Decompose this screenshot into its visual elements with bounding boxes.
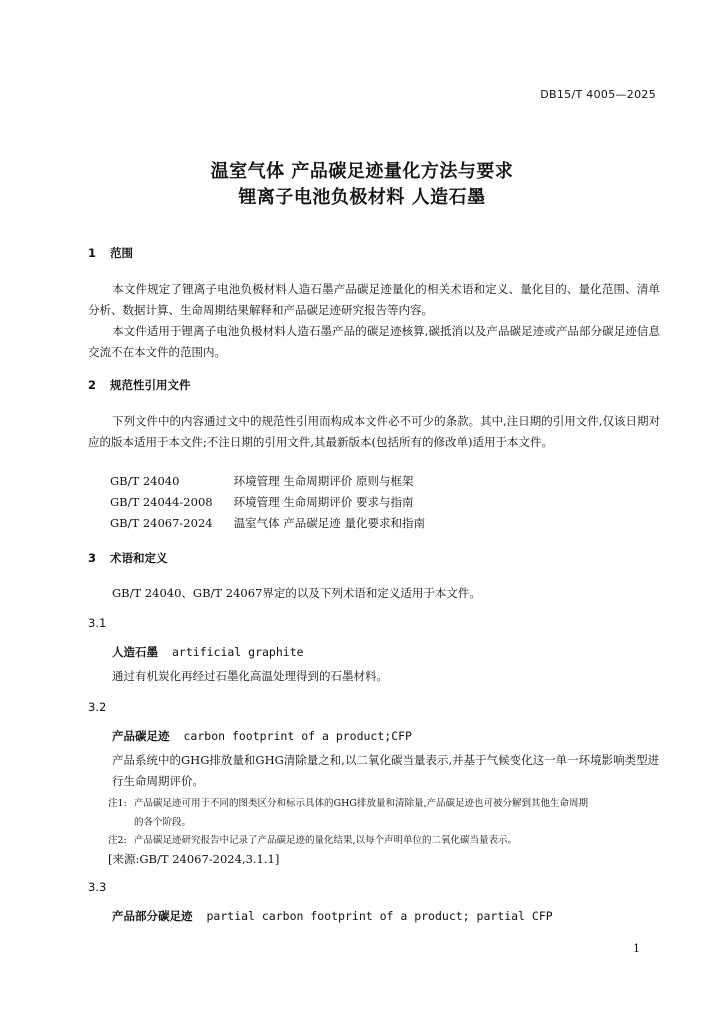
- section-2-paragraph-1: [88, 411, 660, 453]
- section-number: 2: [88, 378, 97, 392]
- note-text-line1: 产品碳足迹可用于不同的图类区分和标示具体的GHG排放量和清除量,产品碳足迹也可被分解到其他生命周期: [134, 798, 588, 809]
- clause-3-2-number: 3.2: [88, 700, 107, 714]
- normative-reference-2: [110, 494, 413, 510]
- section-1-heading: [88, 245, 133, 261]
- clause-3-1-number: 3.1: [88, 616, 107, 630]
- section-title: 术语和定义: [110, 551, 168, 565]
- term-english: carbon footprint of a product;CFP: [183, 729, 412, 743]
- section-number: 3: [88, 551, 97, 565]
- paragraph-text: 下列文件中的内容通过文中的规范性引用而构成本文件必不可少的条款。其中,注日期的引用文件,仅该日期对应的版本适用于本文件;不注日期的引用文件,其最新版本(包括所有的修改单)适用于本文件。: [88, 414, 660, 449]
- standard-code: DB15/T 4005—2025: [540, 88, 656, 101]
- note-text: 产品碳足迹研究报告中记录了产品碳足迹的量化结果,以每个声明单位的二氧化碳当量表示。: [134, 835, 518, 846]
- section-3-paragraph-1: [88, 583, 660, 604]
- paragraph-text: GB/T 24040、GB/T 24067界定的以及下列术语和定义适用于本文件。: [112, 586, 481, 600]
- clause-3-2-note-2: [108, 831, 660, 850]
- normative-reference-1: [110, 473, 413, 489]
- page-number: 1: [633, 942, 640, 955]
- clause-3-3-term: [112, 908, 553, 924]
- clause-3-2-definition: 产品系统中的GHG排放量和GHG清除量之和,以二氧化碳当量表示,并基于气候变化这一单一环境影响类型进行生命周期评价。: [112, 753, 660, 788]
- reference-title: 温室气体 产品碳足迹 量化要求和指南: [233, 516, 425, 530]
- document-title-line1: 温室气体 产品碳足迹量化方法与要求: [210, 161, 514, 182]
- document-title-line2: 锂离子电池负极材料 人造石墨: [238, 187, 486, 208]
- term-chinese: 产品部分碳足迹: [112, 909, 193, 923]
- section-2-heading: [88, 377, 191, 393]
- note-label: 注1:: [108, 798, 127, 809]
- paragraph-text: 本文件规定了锂离子电池负极材料人造石墨产品碳足迹量化的相关术语和定义、量化目的、量化范围、清单分析、数据计算、生命周期结果解释和产品碳足迹研究报告等内容。: [88, 282, 660, 317]
- reference-title: 环境管理 生命周期评价 原则与框架: [233, 474, 414, 488]
- clause-3-1-definition: 通过有机炭化再经过石墨化高温处理得到的石墨材料。: [112, 669, 388, 683]
- section-number: 1: [88, 246, 97, 260]
- section-title: 规范性引用文件: [110, 378, 191, 392]
- term-english: artificial graphite: [172, 645, 304, 659]
- reference-code: GB/T 24040: [110, 474, 180, 488]
- normative-reference-3: [110, 515, 425, 531]
- note-text-line2: 的各个阶段。: [134, 817, 192, 828]
- term-chinese: 人造石墨: [112, 645, 158, 659]
- note-label: 注2:: [108, 835, 127, 846]
- reference-code: GB/T 24067-2024: [110, 516, 213, 530]
- paragraph-text: 本文件适用于锂离子电池负极材料人造石墨产品的碳足迹核算,碳抵消以及产品碳足迹或产品部分碳足迹信息交流不在本文件的范围内。: [88, 324, 660, 359]
- clause-3-2-note-1: [108, 794, 660, 832]
- clause-3-3-number: 3.3: [88, 880, 107, 894]
- clause-3-1-term: [112, 644, 304, 660]
- term-english: partial carbon footprint of a product; partial CFP: [206, 909, 553, 923]
- clause-3-2-term: [112, 728, 412, 744]
- reference-title: 环境管理 生命周期评价 要求与指南: [233, 495, 414, 509]
- term-chinese: 产品碳足迹: [112, 729, 170, 743]
- section-3-heading: [88, 550, 168, 566]
- clause-3-2-source: [来源:GB/T 24067-2024,3.1.1]: [108, 852, 280, 866]
- reference-code: GB/T 24044-2008: [110, 495, 213, 509]
- section-1-paragraph-1: [88, 279, 660, 321]
- section-title: 范围: [110, 246, 134, 260]
- section-1-paragraph-2: [88, 321, 660, 363]
